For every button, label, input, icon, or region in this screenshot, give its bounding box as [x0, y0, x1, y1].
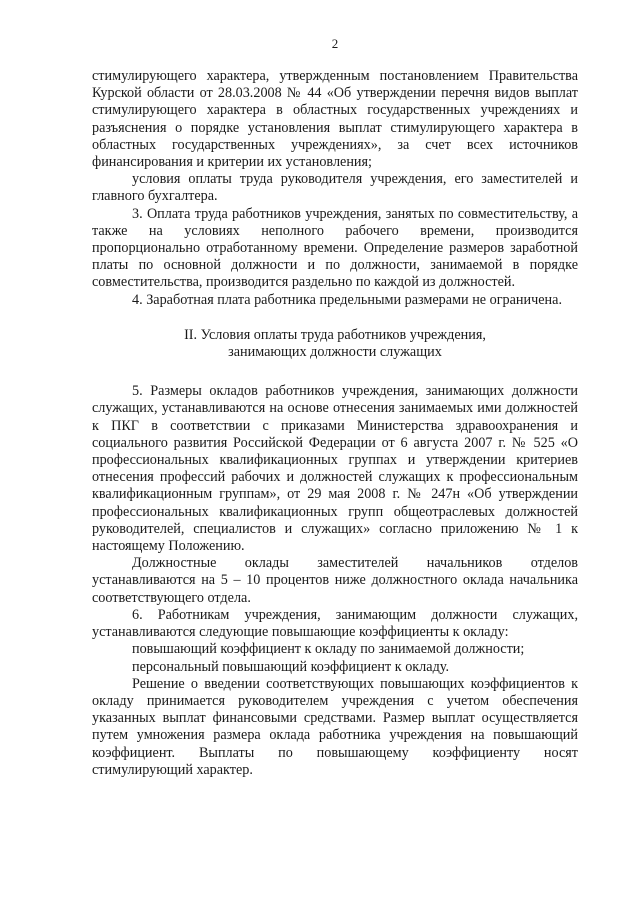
paragraph-3: 3. Оплата труда работников учреждения, занятых по совместительству, а также на условиях неполного рабочего времени, производится пропорционально отработанному времени. Определение размеров заработной платы по основной должности и по должности, занимаемой в порядке совместительства, производится раздельно по каждой из должностей.	[92, 205, 578, 291]
paragraph-deputies: Должностные оклады заместителей начальников отделов устанавливаются на 5 – 10 процентов ниже должностного оклада начальника соответствующего отдела.	[92, 555, 578, 606]
document-body	[92, 68, 578, 779]
paragraph-5: 5. Размеры окладов работников учреждения, занимающих должности служащих, устанавливаются на основе отнесения занимаемых ими должностей к ПКГ в соответствии с приказами Министерства здравоохранения и социального развития Российской Федерации от 6 августа 2007 г. № 525 «О профессиональных квалификационных группах и утверждении критериев отнесения профессий рабочих и должностей служащих к профессиональным квалификационным группам», от 29 мая 2008 г. № 247н «Об утверждении профессиональных квалификационных групп общеотраслевых должностей руководителей, специалистов и служащих» согласно приложению № 1 к настоящему Положению.	[92, 383, 578, 555]
paragraph-6-item-2: персональный повышающий коэффициент к окладу.	[132, 658, 450, 675]
section-heading-line-2: занимающих должности служащих	[228, 344, 442, 361]
section-heading-line-1: II. Условия оплаты труда работников учреждения,	[184, 326, 486, 343]
paragraph-conditions: условия оплаты труда руководителя учреждения, его заместителей и главного бухгалтера.	[92, 171, 578, 205]
paragraph-4: 4. Заработная плата работника предельными размерами не ограничена.	[132, 291, 562, 308]
paragraph-continuation: стимулирующего характера, утвержденным постановлением Правительства Курской области от 28.03.2008 № 44 «Об утверждении перечня видов выплат стимулирующего характера в областных государственных учреждениях и разъяснения о порядке установления выплат стимулирующего характера в областных государственных учреждениях», за счет всех источников финансирования и критерии их установления;	[92, 68, 578, 171]
paragraph-decision: Решение о введении соответствующих повышающих коэффициентов к окладу принимается руководителем учреждения с учетом обеспечения указанных выплат финансовыми средствами. Размер выплат осуществляется путем умножения размера оклада работника учреждения на повышающий коэффициент. Выплаты по повышающему коэффициенту носят стимулирующий характер.	[92, 675, 578, 778]
paragraph-6: 6. Работникам учреждения, занимающим должности служащих, устанавливаются следующие повышающие коэффициенты к окладу:	[92, 606, 578, 641]
page-number: 2	[331, 36, 339, 51]
paragraph-6-item-1: повышающий коэффициент к окладу по занимаемой должности;	[132, 641, 525, 658]
section-heading	[92, 327, 578, 361]
